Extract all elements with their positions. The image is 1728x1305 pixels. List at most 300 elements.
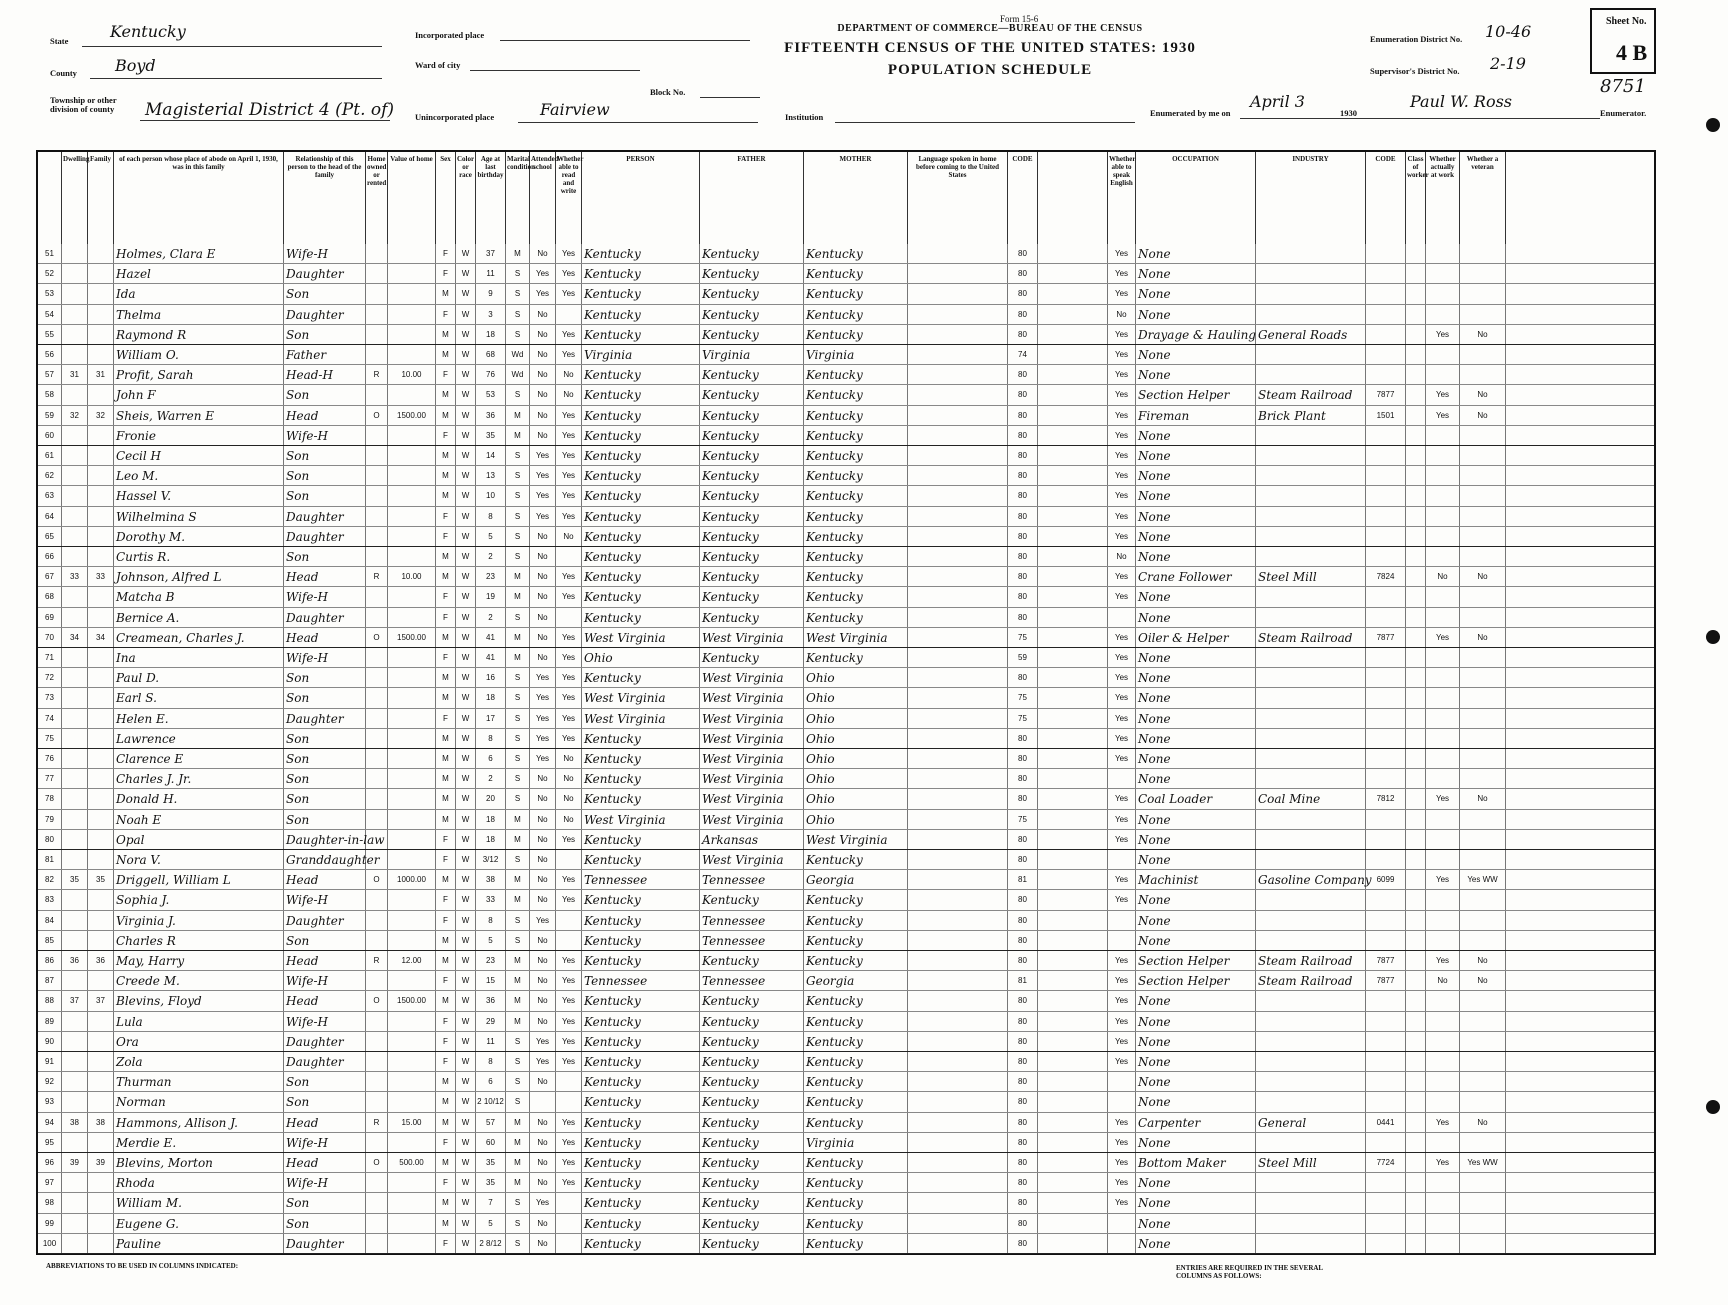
cell-occ: None: [1136, 688, 1256, 707]
cell-eng: Yes: [1108, 1133, 1136, 1152]
cell-sch: No: [530, 628, 556, 647]
cell-code: 81: [1008, 971, 1038, 990]
cell-cit: [1038, 1193, 1108, 1212]
cell-fam: [88, 284, 114, 303]
cell-wk: Yes: [1426, 1153, 1460, 1172]
cell-pob: Kentucky: [582, 850, 700, 869]
cell-pob: Kentucky: [582, 305, 700, 324]
unincorporated-value: Fairview: [540, 100, 610, 119]
cell-lang: [908, 406, 1008, 425]
cell-name: Eugene G.: [114, 1214, 284, 1233]
cell-sex: M: [436, 325, 456, 344]
enumerated-year: 1930: [1340, 108, 1357, 118]
cell-eng: Yes: [1108, 466, 1136, 485]
cell-fam: [88, 547, 114, 566]
cell-vet: No: [1460, 567, 1506, 586]
cell-sch: Yes: [530, 729, 556, 748]
cell-lang: [908, 709, 1008, 728]
cell-oc: 0441: [1366, 1113, 1406, 1132]
cell-mar: S: [506, 709, 530, 728]
cell-val: [388, 1133, 436, 1152]
cell-cls: [1406, 284, 1426, 303]
cell-wk: [1426, 305, 1460, 324]
cell-oc: 7877: [1366, 951, 1406, 970]
cell-val: 1500.00: [388, 991, 436, 1010]
cell-age: 41: [476, 628, 506, 647]
cell-ind: Steam Railroad: [1256, 951, 1366, 970]
cell-sex: M: [436, 1092, 456, 1111]
cell-occ: None: [1136, 466, 1256, 485]
cell-cit: [1038, 1133, 1108, 1152]
cell-cit: [1038, 1153, 1108, 1172]
cell-wk: [1426, 709, 1460, 728]
cell-name: May, Harry: [114, 951, 284, 970]
cell-name: Cecil H: [114, 446, 284, 465]
column-header-race: Color or race: [456, 152, 476, 244]
cell-lang: [908, 749, 1008, 768]
entries-note: ENTRIES ARE REQUIRED IN THE SEVERAL COLUMNS AS FOLLOWS:: [1176, 1264, 1323, 1281]
cell-rel: Daughter: [284, 527, 366, 546]
cell-sex: M: [436, 1193, 456, 1212]
cell-oc: [1366, 1032, 1406, 1051]
cell-rel: Head: [284, 628, 366, 647]
cell-fam: [88, 1133, 114, 1152]
township-label: Township or other division of county: [50, 95, 117, 115]
cell-oc: [1366, 547, 1406, 566]
cell-oc: [1366, 446, 1406, 465]
cell-vet: [1460, 709, 1506, 728]
cell-oc: [1366, 587, 1406, 606]
cell-sch: Yes: [530, 1193, 556, 1212]
cell-rel: Wife-H: [284, 1173, 366, 1192]
cell-fam: 32: [88, 406, 114, 425]
cell-occ: Carpenter: [1136, 1113, 1256, 1132]
cell-name: Sophia J.: [114, 890, 284, 909]
table-row: [38, 527, 1654, 547]
cell-mar: M: [506, 1113, 530, 1132]
cell-val: [388, 810, 436, 829]
cell-pob: Kentucky: [582, 931, 700, 950]
cell-val: [388, 507, 436, 526]
cell-sch: No: [530, 1234, 556, 1253]
cell-ind: [1256, 365, 1366, 384]
cell-eng: Yes: [1108, 1153, 1136, 1172]
cell-mpob: Kentucky: [804, 284, 908, 303]
cell-cit: [1038, 406, 1108, 425]
cell-fpob: Kentucky: [700, 426, 804, 445]
cell-mar: S: [506, 527, 530, 546]
cell-fam: [88, 648, 114, 667]
cell-home: O: [366, 628, 388, 647]
cell-fam: [88, 1012, 114, 1031]
cell-name: Hassel V.: [114, 486, 284, 505]
cell-val: [388, 284, 436, 303]
cell-eng: Yes: [1108, 668, 1136, 687]
cell-line: 74: [38, 709, 62, 728]
cell-mar: S: [506, 850, 530, 869]
cell-sex: F: [436, 244, 456, 263]
cell-rd: Yes: [556, 991, 582, 1010]
cell-dw: [62, 1214, 88, 1233]
cell-dw: 34: [62, 628, 88, 647]
cell-line: 95: [38, 1133, 62, 1152]
cell-mar: S: [506, 1193, 530, 1212]
cell-mar: S: [506, 1052, 530, 1071]
cell-home: [366, 1214, 388, 1233]
cell-dw: [62, 284, 88, 303]
cell-lang: [908, 284, 1008, 303]
cell-age: 7: [476, 1193, 506, 1212]
cell-age: 35: [476, 426, 506, 445]
cell-rel: Wife-H: [284, 244, 366, 263]
cell-eng: [1108, 1092, 1136, 1111]
cell-mar: M: [506, 1173, 530, 1192]
cell-mar: S: [506, 1234, 530, 1253]
cell-age: 53: [476, 385, 506, 404]
cell-mpob: Kentucky: [804, 648, 908, 667]
cell-name: William O.: [114, 345, 284, 364]
cell-sch: No: [530, 951, 556, 970]
cell-wk: [1426, 446, 1460, 465]
cell-cls: [1406, 1113, 1426, 1132]
cell-eng: Yes: [1108, 830, 1136, 849]
cell-lang: [908, 931, 1008, 950]
cell-sch: No: [530, 870, 556, 889]
cell-mar: M: [506, 1012, 530, 1031]
cell-cls: [1406, 567, 1426, 586]
cell-pob: Kentucky: [582, 365, 700, 384]
cell-race: W: [456, 264, 476, 283]
cell-home: [366, 830, 388, 849]
cell-age: 11: [476, 1032, 506, 1051]
cell-home: [366, 1133, 388, 1152]
cell-lang: [908, 1072, 1008, 1091]
cell-rel: Wife-H: [284, 1012, 366, 1031]
cell-fpob: West Virginia: [700, 789, 804, 808]
table-row: [38, 870, 1654, 890]
cell-race: W: [456, 668, 476, 687]
state-value: Kentucky: [110, 22, 186, 41]
cell-cls: [1406, 668, 1426, 687]
cell-rel: Son: [284, 789, 366, 808]
cell-sch: Yes: [530, 709, 556, 728]
cell-ind: Steam Railroad: [1256, 628, 1366, 647]
cell-line: 54: [38, 305, 62, 324]
cell-mar: M: [506, 648, 530, 667]
cell-pob: Kentucky: [582, 466, 700, 485]
cell-cls: [1406, 406, 1426, 425]
cell-ind: [1256, 1092, 1366, 1111]
cell-eng: [1108, 850, 1136, 869]
cell-line: 60: [38, 426, 62, 445]
cell-rd: Yes: [556, 567, 582, 586]
cell-occ: None: [1136, 890, 1256, 909]
cell-name: Charles J. Jr.: [114, 769, 284, 788]
cell-lang: [908, 1032, 1008, 1051]
cell-sch: No: [530, 931, 556, 950]
cell-vet: [1460, 991, 1506, 1010]
cell-eng: Yes: [1108, 1173, 1136, 1192]
cell-rel: Head: [284, 1113, 366, 1132]
cell-age: 14: [476, 446, 506, 465]
cell-fam: [88, 507, 114, 526]
cell-home: R: [366, 365, 388, 384]
cell-mar: M: [506, 1153, 530, 1172]
cell-name: Holmes, Clara E: [114, 244, 284, 263]
cell-cls: [1406, 1153, 1426, 1172]
cell-eng: Yes: [1108, 264, 1136, 283]
cell-home: [366, 1012, 388, 1031]
cell-oc: [1366, 486, 1406, 505]
cell-pob: Kentucky: [582, 1012, 700, 1031]
cell-fpob: Kentucky: [700, 305, 804, 324]
cell-rel: Wife-H: [284, 426, 366, 445]
cell-fpob: Kentucky: [700, 547, 804, 566]
cell-occ: None: [1136, 1032, 1256, 1051]
cell-rel: Wife-H: [284, 1133, 366, 1152]
cell-line: 71: [38, 648, 62, 667]
cell-pob: Kentucky: [582, 729, 700, 748]
cell-fam: [88, 1072, 114, 1091]
cell-wk: [1426, 850, 1460, 869]
cell-age: 29: [476, 1012, 506, 1031]
cell-age: 19: [476, 587, 506, 606]
cell-fam: [88, 466, 114, 485]
cell-vet: [1460, 1012, 1506, 1031]
cell-home: [366, 810, 388, 829]
cell-fam: [88, 709, 114, 728]
cell-fam: [88, 608, 114, 627]
cell-code: 80: [1008, 486, 1038, 505]
cell-fam: [88, 769, 114, 788]
cell-rel: Son: [284, 1092, 366, 1111]
cell-sex: M: [436, 1214, 456, 1233]
cell-fpob: West Virginia: [700, 709, 804, 728]
cell-occ: None: [1136, 1092, 1256, 1111]
cell-home: [366, 1052, 388, 1071]
cell-dw: [62, 890, 88, 909]
cell-rd: Yes: [556, 648, 582, 667]
cell-name: Thelma: [114, 305, 284, 324]
cell-rel: Head: [284, 870, 366, 889]
cell-race: W: [456, 709, 476, 728]
cell-fam: 37: [88, 991, 114, 1010]
cell-vet: Yes WW: [1460, 870, 1506, 889]
cell-eng: Yes: [1108, 406, 1136, 425]
cell-val: [388, 1092, 436, 1111]
cell-fpob: West Virginia: [700, 729, 804, 748]
cell-vet: [1460, 1072, 1506, 1091]
cell-name: Sheis, Warren E: [114, 406, 284, 425]
table-row: [38, 991, 1654, 1011]
cell-fpob: Kentucky: [700, 1214, 804, 1233]
cell-sex: M: [436, 1153, 456, 1172]
cell-home: [366, 244, 388, 263]
cell-fpob: Kentucky: [700, 1052, 804, 1071]
cell-rel: Head: [284, 991, 366, 1010]
table-row: [38, 305, 1654, 325]
column-header-age: Age at last birthday: [476, 152, 506, 244]
table-row: [38, 890, 1654, 910]
cell-oc: [1366, 749, 1406, 768]
cell-code: 80: [1008, 567, 1038, 586]
cell-wk: [1426, 587, 1460, 606]
cell-sex: F: [436, 1032, 456, 1051]
cell-dw: [62, 688, 88, 707]
table-row: [38, 1214, 1654, 1234]
cell-name: Norman: [114, 1092, 284, 1111]
cell-wk: [1426, 769, 1460, 788]
cell-fpob: Kentucky: [700, 1072, 804, 1091]
cell-pob: Kentucky: [582, 567, 700, 586]
cell-val: [388, 1214, 436, 1233]
table-row: [38, 850, 1654, 870]
cell-age: 5: [476, 1214, 506, 1233]
cell-occ: None: [1136, 305, 1256, 324]
cell-sex: F: [436, 1012, 456, 1031]
cell-dw: 37: [62, 991, 88, 1010]
cell-ind: Steel Mill: [1256, 567, 1366, 586]
column-header-wk: Whether actually at work: [1426, 152, 1460, 244]
cell-age: 23: [476, 567, 506, 586]
cell-mpob: Kentucky: [804, 446, 908, 465]
cell-name: Blevins, Morton: [114, 1153, 284, 1172]
cell-name: Paul D.: [114, 668, 284, 687]
cell-cls: [1406, 931, 1426, 950]
cell-home: [366, 709, 388, 728]
cell-line: 98: [38, 1193, 62, 1212]
cell-rel: Son: [284, 810, 366, 829]
cell-cit: [1038, 951, 1108, 970]
cell-dw: [62, 648, 88, 667]
cell-cls: [1406, 527, 1426, 546]
table-row: [38, 1012, 1654, 1032]
cell-mpob: Kentucky: [804, 486, 908, 505]
cell-vet: [1460, 769, 1506, 788]
cell-mpob: Kentucky: [804, 911, 908, 930]
sheet-value: 4 B: [1616, 40, 1648, 65]
cell-oc: [1366, 244, 1406, 263]
cell-eng: Yes: [1108, 325, 1136, 344]
cell-lang: [908, 466, 1008, 485]
cell-rd: Yes: [556, 971, 582, 990]
cell-code: 80: [1008, 931, 1038, 950]
cell-occ: None: [1136, 769, 1256, 788]
cell-fam: 34: [88, 628, 114, 647]
cell-rd: No: [556, 749, 582, 768]
cell-pob: Kentucky: [582, 1173, 700, 1192]
cell-ind: [1256, 890, 1366, 909]
cell-home: [366, 971, 388, 990]
cell-fam: [88, 850, 114, 869]
cell-rd: Yes: [556, 406, 582, 425]
enumerator-name: Paul W. Ross: [1410, 92, 1513, 111]
cell-cls: [1406, 325, 1426, 344]
table-row: [38, 244, 1654, 264]
cell-ind: [1256, 1193, 1366, 1212]
cell-val: [388, 244, 436, 263]
cell-oc: [1366, 1214, 1406, 1233]
cell-line: 80: [38, 830, 62, 849]
cell-cit: [1038, 527, 1108, 546]
cell-rel: Granddaughter: [284, 850, 366, 869]
cell-occ: Bottom Maker: [1136, 1153, 1256, 1172]
cell-val: 1500.00: [388, 406, 436, 425]
cell-home: [366, 1193, 388, 1212]
column-header-oc: CODE: [1366, 152, 1406, 244]
cell-eng: Yes: [1108, 284, 1136, 303]
cell-pob: Kentucky: [582, 1153, 700, 1172]
cell-age: 35: [476, 1153, 506, 1172]
cell-occ: None: [1136, 810, 1256, 829]
cell-fam: [88, 486, 114, 505]
cell-pob: Kentucky: [582, 244, 700, 263]
cell-line: 76: [38, 749, 62, 768]
cell-eng: No: [1108, 305, 1136, 324]
punch-hole: [1706, 118, 1720, 132]
cell-age: 2: [476, 769, 506, 788]
cell-vet: [1460, 749, 1506, 768]
cell-age: 20: [476, 789, 506, 808]
cell-fpob: Kentucky: [700, 1113, 804, 1132]
cell-vet: [1460, 729, 1506, 748]
cell-lang: [908, 1214, 1008, 1233]
cell-dw: [62, 1173, 88, 1192]
cell-rd: Yes: [556, 951, 582, 970]
block-line: [700, 97, 760, 98]
cell-oc: [1366, 1173, 1406, 1192]
cell-cls: [1406, 628, 1426, 647]
cell-sch: No: [530, 1113, 556, 1132]
cell-sch: Yes: [530, 911, 556, 930]
cell-val: [388, 1032, 436, 1051]
cell-mpob: Ohio: [804, 810, 908, 829]
cell-fpob: Kentucky: [700, 1234, 804, 1253]
cell-sex: F: [436, 527, 456, 546]
cell-line: 83: [38, 890, 62, 909]
cell-home: [366, 769, 388, 788]
cell-mpob: Ohio: [804, 668, 908, 687]
cell-home: [366, 446, 388, 465]
cell-home: O: [366, 991, 388, 1010]
table-row: [38, 830, 1654, 850]
column-header-code: CODE: [1008, 152, 1038, 244]
cell-sex: M: [436, 951, 456, 970]
cell-cls: [1406, 365, 1426, 384]
cell-wk: [1426, 1072, 1460, 1091]
cell-vet: No: [1460, 325, 1506, 344]
cell-code: 80: [1008, 911, 1038, 930]
cell-line: 96: [38, 1153, 62, 1172]
table-row: [38, 547, 1654, 567]
cell-oc: 7812: [1366, 789, 1406, 808]
cell-cit: [1038, 709, 1108, 728]
table-row: [38, 284, 1654, 304]
table-row: [38, 466, 1654, 486]
cell-eng: Yes: [1108, 628, 1136, 647]
cell-age: 6: [476, 749, 506, 768]
cell-cit: [1038, 931, 1108, 950]
cell-fpob: Kentucky: [700, 507, 804, 526]
cell-lang: [908, 870, 1008, 889]
cell-rel: Son: [284, 284, 366, 303]
county-label: County: [50, 68, 77, 78]
cell-vet: [1460, 264, 1506, 283]
cell-cit: [1038, 264, 1108, 283]
cell-cls: [1406, 890, 1426, 909]
cell-pob: Kentucky: [582, 1193, 700, 1212]
cell-cit: [1038, 991, 1108, 1010]
